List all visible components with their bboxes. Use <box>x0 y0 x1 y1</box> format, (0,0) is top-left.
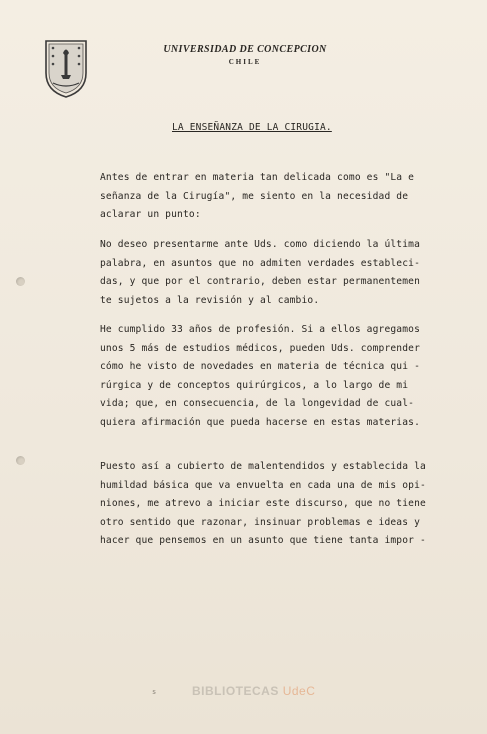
text-line: te sujetos a la revisión y al cambio. <box>100 294 320 306</box>
paragraph-3 <box>100 321 420 433</box>
university-crest-icon <box>44 39 88 99</box>
text-line: palabra, en asuntos que no admiten verdades estableci- <box>100 257 420 269</box>
document-title: LA ENSEÑANZA DE LA CIRUGIA. <box>172 122 332 133</box>
text-line: señanza de la Cirugía", me siento en la necesidad de <box>100 190 409 202</box>
paragraph-4 <box>100 458 426 551</box>
page-mark: s <box>152 688 157 696</box>
text-line: otro sentido que razonar, insinuar problemas e ideas y <box>100 516 420 528</box>
text-line: Antes de entrar en materia tan delicada como es "La e <box>100 172 415 183</box>
text-line: vida; que, en consecuencia, de la longevidad de cual- <box>100 398 415 410</box>
punch-hole <box>16 456 25 465</box>
text-line: niones, me atrevo a iniciar este discurso, que no tiene <box>100 498 426 510</box>
punch-hole <box>16 277 25 286</box>
text-line: unos 5 más de estudios médicos, pueden Uds. comprender <box>100 342 420 354</box>
letterhead <box>150 44 340 66</box>
text-line: das, y que por el contrario, deben estar permanentemen <box>100 276 420 288</box>
text-line: aclarar un punto: <box>100 209 201 221</box>
watermark-sub: UdeC <box>282 684 316 698</box>
text-line: quiera afirmación que pueda hacerse en estas materias. <box>100 416 420 428</box>
paragraph-1 <box>100 169 420 225</box>
watermark-main: BIBLIOTECAS <box>192 684 279 698</box>
text-line: He cumplido 33 años de profesión. Si a ellos agregamos <box>100 324 420 335</box>
text-line: Puesto así a cubierto de malentendidos y establecida la <box>100 461 426 472</box>
text-line: humildad básica que va envuelta en cada una de mis opi- <box>100 479 426 491</box>
text-line: rúrgica y de conceptos quirúrgicos, a lo largo de mi <box>100 379 409 391</box>
library-watermark <box>192 684 315 698</box>
text-line: cómo he visto de novedades en materia de técnica qui - <box>100 361 420 373</box>
text-line: hacer que pensemos en un asunto que tiene tanta impor - <box>100 535 426 547</box>
text-line: No deseo presentarme ante Uds. como diciendo la última <box>100 239 420 250</box>
paragraph-2 <box>100 236 420 310</box>
country-name: CHILE <box>228 58 262 66</box>
university-name: UNIVERSIDAD DE CONCEPCION <box>163 44 327 55</box>
